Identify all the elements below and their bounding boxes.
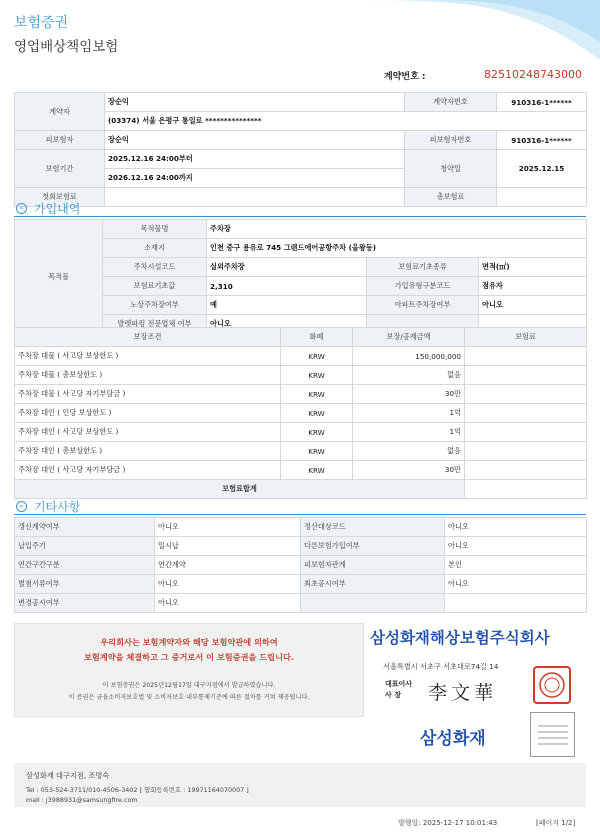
other-label: 별첨서류여부 [15, 575, 155, 594]
coverage-premium [465, 423, 587, 442]
section-join-title: 가입내역 [34, 202, 81, 216]
coverage-amount: 없음 [353, 442, 465, 461]
object-label: 아파트주차장여부 [367, 296, 479, 315]
coverage-name: 주차장 대인 ( 총보상한도 ) [15, 442, 281, 461]
ceo-title-line: 사 장 [385, 691, 401, 699]
coverage-premium [465, 366, 587, 385]
coverage-currency: KRW [281, 461, 353, 480]
policy-notice [14, 623, 364, 717]
coverage-header: 보장조건 [15, 328, 281, 347]
object-value: 실외주차장 [207, 258, 367, 277]
policy-basic-table [14, 92, 587, 207]
coverage-amount: 없음 [353, 366, 465, 385]
other-label [301, 594, 445, 613]
contract-number-label: 계약번호 : [384, 72, 426, 82]
coverage-name: 주차장 대인 ( 사고당 자기부담금 ) [15, 461, 281, 480]
coverage-amount: 30만 [353, 461, 465, 480]
coverage-name: 주차장 대물 ( 사고당 자기부담금 ) [15, 385, 281, 404]
other-label: 정산대상코드 [301, 518, 445, 537]
insured-label: 피보험자 [15, 131, 105, 150]
contractor-id: 910316-1****** [497, 93, 587, 112]
coverage-premium [465, 385, 587, 404]
object-label: 발렛파킹 전문업체 여부 [103, 315, 207, 334]
object-label: 보험료기초종류 [367, 258, 479, 277]
insured-name: 장순익 [105, 131, 405, 150]
page-indicator: [페이지 1/2] [536, 819, 576, 827]
table-row [15, 423, 587, 442]
notice-small-line: 이 증권은 금융소비자보호법 및 소비자보호 내부통제기준에 따른 절차를 거쳐 제공됩니다. [68, 694, 310, 701]
issued-timestamp: 발행일: 2025-12-17 10:01:43 [398, 819, 498, 827]
other-label: 다른보험가입여부 [301, 537, 445, 556]
other-value: 아니오 [445, 537, 587, 556]
agent-footer [14, 763, 586, 807]
notice-small-line: 이 보험증권은 2025년12월17일 대구지점에서 발급하였습니다. [102, 682, 276, 689]
doc-title: 영업배상책임보험 [14, 39, 119, 55]
insured-id-label: 피보험자번호 [405, 131, 497, 150]
coverage-name: 주차장 대인 ( 인당 보상한도 ) [15, 404, 281, 423]
apply-date: 2025.12.15 [497, 150, 587, 188]
object-label: 주차시설코드 [103, 258, 207, 277]
other-value [445, 594, 587, 613]
approval-stamp-icon [530, 712, 575, 757]
object-label: 목적물명 [103, 220, 207, 239]
company-address: 서울특별시 서초구 서초대로74길 14 [383, 662, 499, 671]
section-chevron-icon: » [16, 501, 27, 512]
other-value: 아니오 [445, 518, 587, 537]
coverage-header: 보험료 [465, 328, 587, 347]
period-label: 보험기간 [15, 150, 105, 188]
coverage-name: 주차장 대물 ( 총보상한도 ) [15, 366, 281, 385]
ceo-title-line: 대표이사 [385, 680, 413, 688]
section-join-rule [14, 216, 586, 217]
section-join-heading [16, 200, 80, 217]
table-row [15, 347, 587, 366]
object-group-label: 목적물 [15, 220, 103, 334]
coverage-premium [465, 404, 587, 423]
ceo-signature: 李文華 [428, 682, 498, 704]
notice-line: 우리회사는 보험계약자와 해당 보험약관에 의하여 [100, 637, 278, 647]
agent-email: mail : j3988931@samsungfire.com [26, 796, 138, 804]
other-label: 납입주기 [15, 537, 155, 556]
section-other-rule [14, 514, 586, 515]
contractor-name: 장순익 [105, 93, 405, 112]
table-row [15, 442, 587, 461]
contract-number: 82510248743000 [484, 68, 582, 81]
coverage-name: 주차장 대물 ( 사고당 보상한도 ) [15, 347, 281, 366]
coverage-currency: KRW [281, 347, 353, 366]
coverage-currency: KRW [281, 366, 353, 385]
total-premium [497, 188, 587, 207]
period-to: 2026.12.16 24:00까지 [105, 169, 405, 188]
insured-object-table [14, 219, 587, 334]
other-label: 최초공시여부 [301, 575, 445, 594]
object-value: 점유자 [479, 277, 587, 296]
section-other-heading [16, 498, 80, 515]
coverage-currency: KRW [281, 423, 353, 442]
header-banner [0, 0, 600, 60]
object-label: 소재지 [103, 239, 207, 258]
object-value: 2,310 [207, 277, 367, 296]
apply-date-label: 청약일 [405, 150, 497, 188]
doc-category: 보험증권 [14, 15, 69, 31]
object-value: 면적(㎡) [479, 258, 587, 277]
object-value: 예 [207, 296, 367, 315]
period-from: 2025.12.16 24:00부터 [105, 150, 405, 169]
other-label: 피보험자관계 [301, 556, 445, 575]
contractor-label: 계약자 [15, 93, 105, 131]
section-other-title: 기타사항 [34, 500, 81, 514]
company-name: 삼성화재해상보험주식회사 [370, 629, 550, 647]
table-row [15, 404, 587, 423]
object-label: 가입유형구분코드 [367, 277, 479, 296]
premium-total-label: 보험료합계 [15, 480, 465, 499]
contractor-address: (03374) 서울 은평구 통일로 *************** [105, 112, 587, 131]
ceo-title [385, 679, 412, 701]
coverage-name: 주차장 대인 ( 사고당 보상한도 ) [15, 423, 281, 442]
table-row [15, 385, 587, 404]
other-label: 변경공시여부 [15, 594, 155, 613]
coverage-currency: KRW [281, 404, 353, 423]
coverage-premium [465, 347, 587, 366]
coverage-amount: 1억 [353, 404, 465, 423]
section-chevron-icon: » [16, 203, 27, 214]
other-value: 연간계약 [155, 556, 301, 575]
premium-total-value [465, 480, 587, 499]
coverage-amount: 1억 [353, 423, 465, 442]
coverage-amount: 150,000,000 [353, 347, 465, 366]
other-info-table [14, 517, 587, 613]
object-value: 주차장 [207, 220, 587, 239]
table-row [15, 366, 587, 385]
other-label: 연간구간구분 [15, 556, 155, 575]
coverage-header: 보장/공제금액 [353, 328, 465, 347]
other-value: 아니오 [155, 518, 301, 537]
coverage-currency: KRW [281, 385, 353, 404]
first-premium-label: 첫회보험료 [15, 188, 105, 207]
object-value: 아니오 [479, 296, 587, 315]
coverage-premium [465, 461, 587, 480]
object-value: 아니오 [207, 315, 367, 334]
company-seal-icon [533, 666, 571, 704]
coverage-currency: KRW [281, 442, 353, 461]
other-value: 아니오 [155, 594, 301, 613]
contractor-id-label: 계약자번호 [405, 93, 497, 112]
other-value: 아니오 [445, 575, 587, 594]
object-label: 보험료기초값 [103, 277, 207, 296]
object-value: 인천 중구 용유로 745 그랜드에어공항주차 (을왕동) [207, 239, 587, 258]
agent-branch: 삼성화재 대구지점, 조명숙 [26, 771, 110, 780]
coverage-header: 화폐 [281, 328, 353, 347]
first-premium [105, 188, 405, 207]
other-value: 본인 [445, 556, 587, 575]
other-label: 갱신계약여부 [15, 518, 155, 537]
notice-line: 보험계약을 체결하고 그 증거로서 이 보험증권을 드립니다. [83, 652, 295, 662]
object-label: 노상주차장여부 [103, 296, 207, 315]
brand-logo: 삼성화재 [420, 729, 486, 749]
total-premium-label: 총보험료 [405, 188, 497, 207]
other-value: 일시납 [155, 537, 301, 556]
coverage-premium [465, 442, 587, 461]
table-row [15, 461, 587, 480]
coverage-amount: 30만 [353, 385, 465, 404]
coverage-table [14, 327, 587, 499]
insured-id: 910316-1****** [497, 131, 587, 150]
other-value: 아니오 [155, 575, 301, 594]
agent-contact: Tel : 053-524-3711/010-4506-3402 [ 협회등록번호 : 19971164070007 ] [26, 786, 249, 794]
